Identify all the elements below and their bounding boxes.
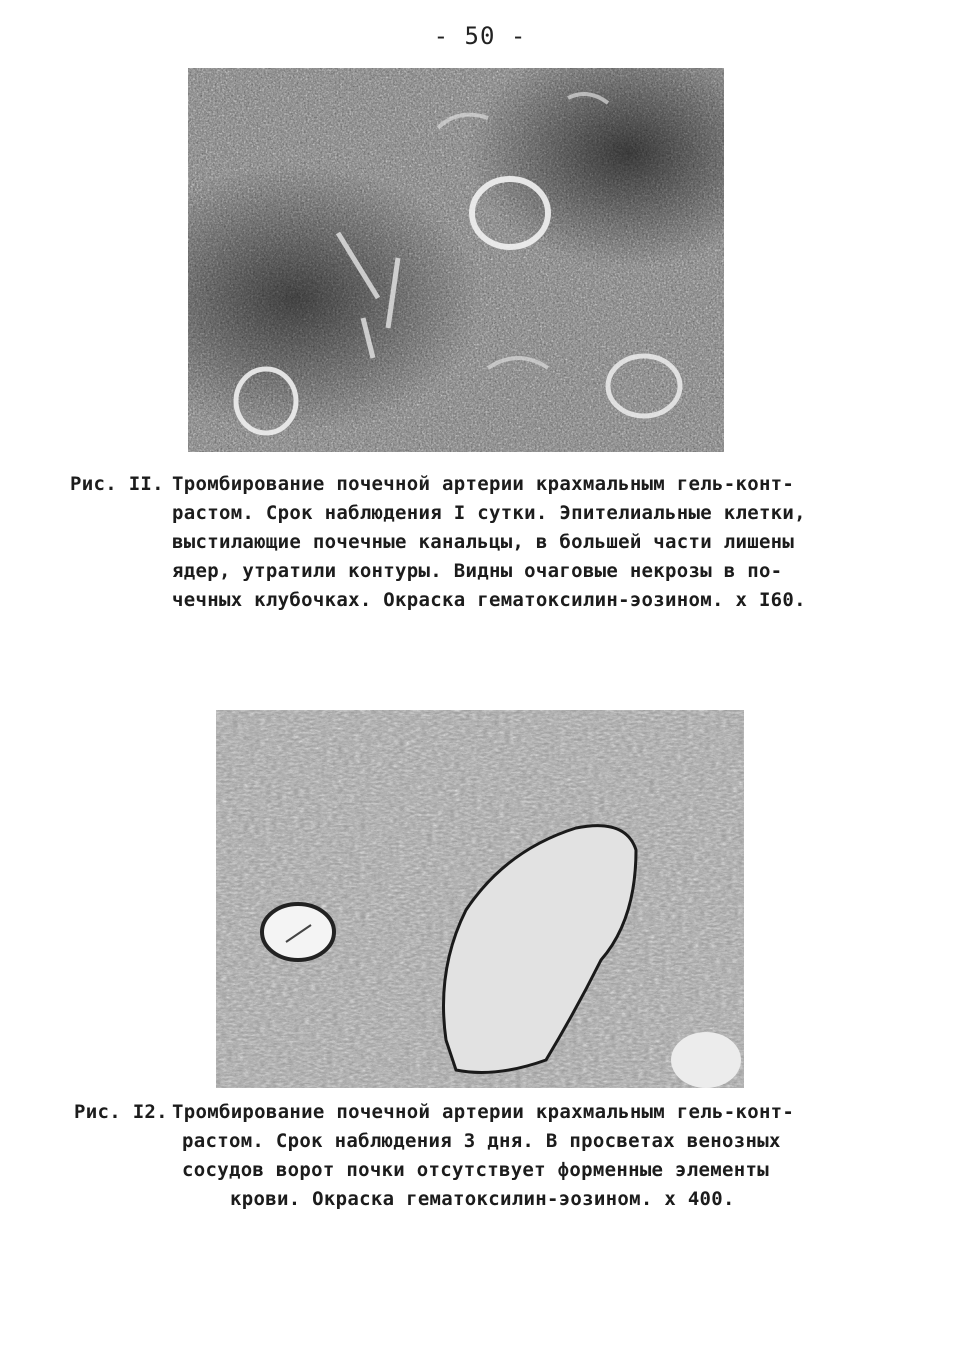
page-number: - 50 - [433,22,527,50]
figure-12-caption [74,1098,904,1238]
micrograph-renal-hilum-figure-12 [216,710,744,1088]
caption-line: крови. Окраска гематоксилин-эозином. х 400. [230,1188,735,1210]
caption-line: ядер, утратили контуры. Видны очаговые некрозы в по- [172,560,783,582]
caption-line: сосудов ворот почки отсутствует форменные элементы [182,1159,769,1181]
figure-11-caption [70,470,900,630]
caption-line: чечных клубочках. Окраска гематоксилин-эозином. х I60. [172,589,806,611]
micrograph-12-image [216,710,744,1088]
caption-line: растом. Срок наблюдения 3 дня. В просветах венозных [182,1130,781,1152]
caption-line: выстилающие почечные канальцы, в большей части лишены [172,531,795,553]
figure-11-label: Рис. II. [70,473,164,495]
figure-12-label: Рис. I2. [74,1101,168,1123]
micrograph-11-image [188,68,724,452]
caption-line: Тромбирование почечной артерии крахмальным гель-конт- [172,1101,795,1123]
caption-line: растом. Срок наблюдения I сутки. Эпителиальные клетки, [172,502,806,524]
caption-line: Тромбирование почечной артерии крахмальным гель-конт- [172,473,795,495]
micrograph-kidney-figure-11 [188,68,724,452]
